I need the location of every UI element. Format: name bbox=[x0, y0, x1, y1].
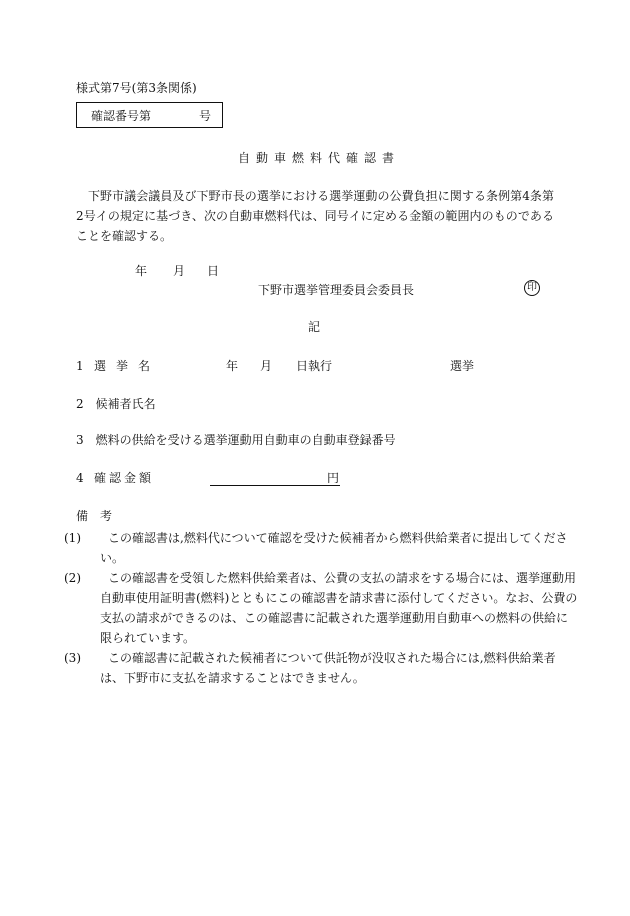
item-election-label: 選挙名 bbox=[94, 359, 161, 373]
remark-item bbox=[64, 568, 578, 648]
remark-number: (2) bbox=[64, 571, 81, 585]
remark-number: (1) bbox=[64, 531, 81, 545]
document-title: 自動車燃料代確認書 bbox=[238, 151, 401, 165]
remark-text: この確認書に記載された候補者について供託物が没収された場合には,燃料供給業者は、下野市に支払を請求することはできません。 bbox=[100, 651, 556, 685]
remark-number: (3) bbox=[64, 651, 81, 665]
item-election-month: 月 bbox=[260, 359, 273, 373]
remark-text: この確認書は,燃料代について確認を受けた候補者から燃料供給業者に提出してください。 bbox=[100, 531, 568, 565]
remark-item bbox=[64, 648, 578, 688]
item-election-number: 1 bbox=[76, 359, 84, 373]
ki-heading: 記 bbox=[308, 320, 321, 334]
remark-text: この確認書を受領した燃料供給業者は、公費の支払の請求をする場合には、選挙運動用自動車使用証明書(燃料)とともにこの確認書を請求書に添付してください。なお、公費の支払の請求ができるのは、この確認書に記載された選挙運動用自動車への燃料の供給に限られています。 bbox=[100, 571, 578, 645]
date-day: 日 bbox=[207, 264, 220, 278]
item-candidate-name: 2 候補者氏名 bbox=[76, 397, 156, 411]
seal-mark: 印 bbox=[524, 280, 540, 296]
remarks-heading: 備考 bbox=[76, 509, 125, 523]
confirmation-number-label: 確認番号第 bbox=[91, 109, 152, 123]
date-month: 月 bbox=[173, 264, 186, 278]
committee-chair: 下野市選挙管理委員会委員長 bbox=[258, 283, 415, 297]
confirmation-statement: 下野市議会議員及び下野市長の選挙における選挙運動の公費負担に関する条例第4条第2号イの規定に基づき、次の自動車燃料代は、同号イに定める金額の範囲内のものであることを確認する。 bbox=[76, 189, 554, 243]
confirmation-number-suffix: 号 bbox=[199, 109, 212, 123]
amount-unit: 円 bbox=[327, 471, 340, 485]
item-amount-number: 4 bbox=[76, 471, 84, 485]
item-election-suffix: 選挙 bbox=[450, 359, 475, 373]
confirmation-number-box bbox=[76, 102, 223, 128]
date-year: 年 bbox=[135, 264, 148, 278]
item-election-year: 年 bbox=[226, 359, 239, 373]
amount-underline bbox=[210, 485, 340, 486]
item-amount-label: 確認金額 bbox=[94, 471, 155, 485]
remark-item bbox=[64, 528, 578, 568]
form-label: 様式第7号(第3条関係) bbox=[76, 81, 197, 95]
item-registration-number: 3 燃料の供給を受ける選挙運動用自動車の自動車登録番号 bbox=[76, 433, 396, 447]
item-election-day: 日執行 bbox=[296, 359, 333, 373]
